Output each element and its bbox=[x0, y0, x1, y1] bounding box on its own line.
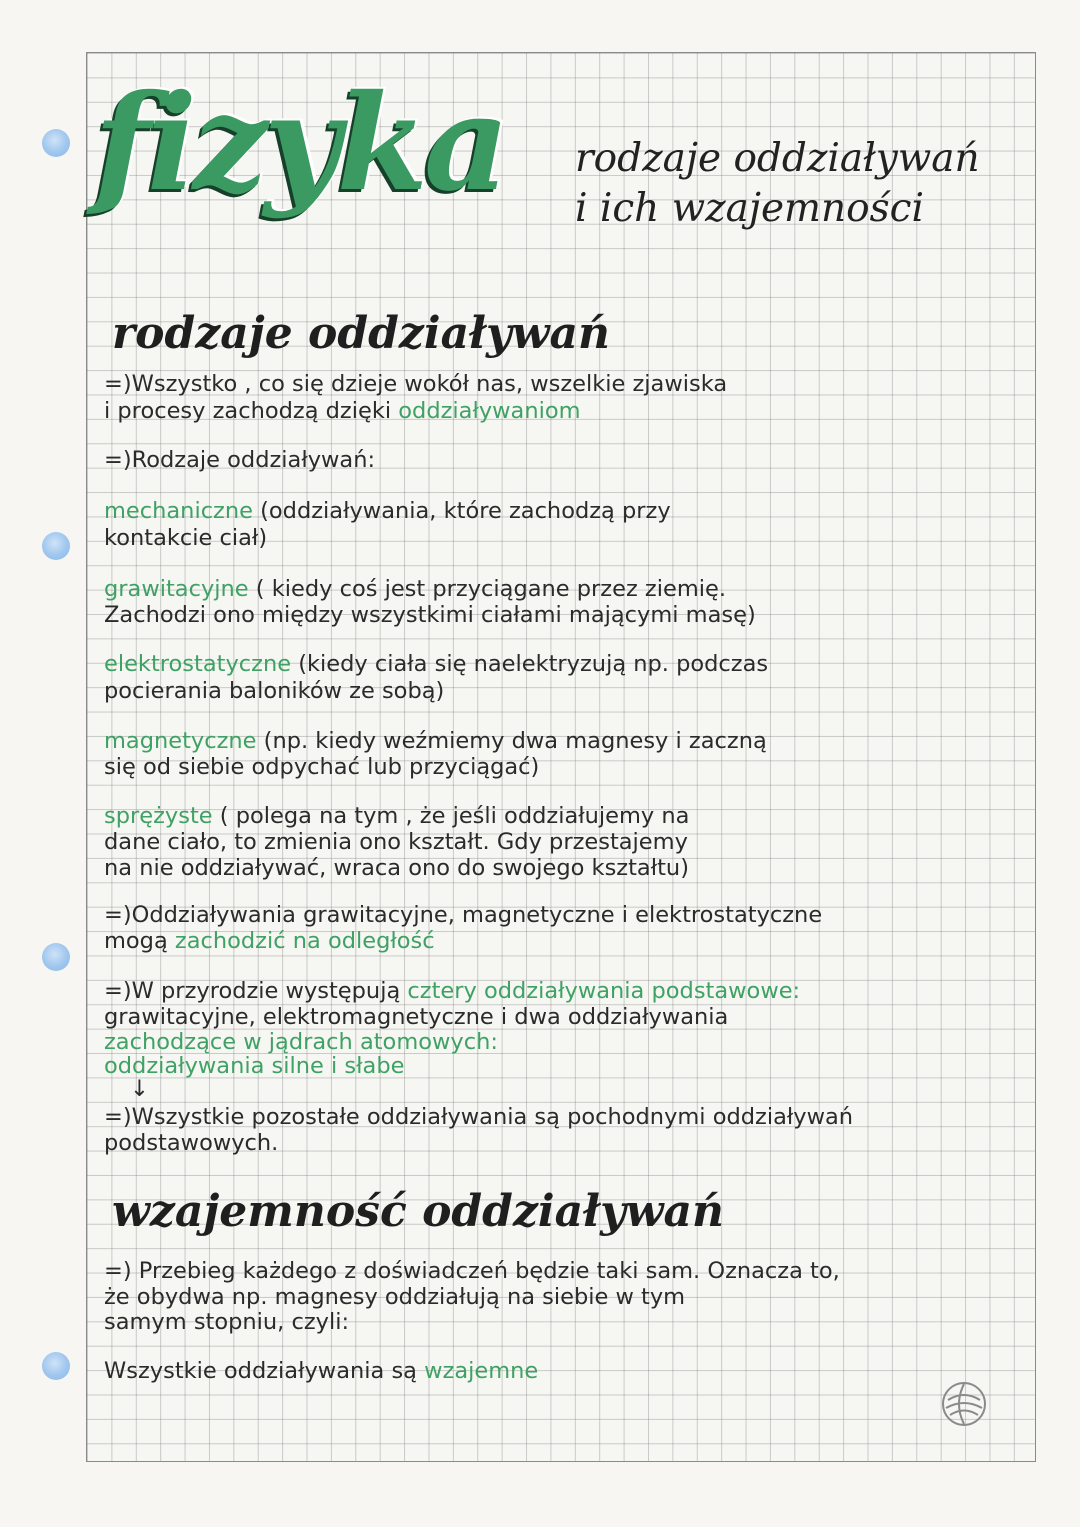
fundamental-line2: grawitacyjne, elektromagnetyczne i dwa oddziaływania bbox=[104, 1004, 729, 1030]
type-electrostatic-line1 bbox=[104, 653, 1024, 676]
punch-hole bbox=[42, 532, 70, 560]
type-desc: ( kiedy coś jest przyciągane przez ziemię. bbox=[248, 576, 726, 602]
type-name: elektrostatyczne bbox=[104, 651, 292, 677]
fundamental-text: =)W przyrodzie występują bbox=[104, 978, 408, 1004]
type-elastic-line2: dane ciało, to zmienia ono kształt. Gdy przestajemy bbox=[104, 829, 688, 855]
type-elastic-line3: na nie oddziaływać, wraca ono do swojego kształtu) bbox=[104, 855, 689, 881]
punch-hole bbox=[42, 129, 70, 157]
distance-line2 bbox=[104, 930, 1024, 953]
fundamental-highlight: cztery oddziaływania podstawowe: bbox=[407, 978, 801, 1004]
type-elastic-line1 bbox=[104, 805, 1024, 828]
type-name: magnetyczne bbox=[104, 728, 257, 754]
page-title: fizyka bbox=[94, 66, 506, 221]
type-magnetic-line1 bbox=[104, 730, 1024, 753]
intro-text: i procesy zachodzą dzięki bbox=[104, 398, 399, 424]
distance-line1: =)Oddziaływania grawitacyjne, magnetyczne i elektrostatyczne bbox=[104, 902, 823, 928]
fundamental-line1 bbox=[104, 980, 1024, 1003]
page-subtitle-line1: rodzaje oddziaływań bbox=[575, 136, 980, 181]
conclusion-line bbox=[104, 1360, 1024, 1383]
punch-hole bbox=[42, 943, 70, 971]
fundamental-line4: oddziaływania silne i słabe bbox=[104, 1053, 405, 1079]
type-desc: ( polega na tym , że jeśli oddziałujemy na bbox=[212, 803, 690, 829]
section-heading-mutual: wzajemność oddziaływań bbox=[112, 1186, 725, 1237]
fundamental-line3: zachodzące w jądrach atomowych: bbox=[104, 1029, 498, 1055]
type-name: mechaniczne bbox=[104, 498, 253, 524]
intro-line2 bbox=[104, 400, 1024, 423]
type-desc: (oddziaływania, które zachodzą przy bbox=[252, 498, 671, 524]
page-subtitle-line2: i ich wzajemności bbox=[575, 186, 924, 231]
mutual-line1: =) Przebieg każdego z doświadczeń będzie taki sam. Oznacza to, bbox=[104, 1258, 840, 1284]
type-name: grawitacyjne bbox=[104, 576, 249, 602]
mutual-line2: że obydwa np. magnesy oddziałują na siebie w tym bbox=[104, 1284, 686, 1310]
type-electrostatic-line2: pocierania baloników ze sobą) bbox=[104, 678, 445, 704]
conclusion-text: Wszystkie oddziaływania są bbox=[104, 1358, 425, 1384]
type-mechanical-line1 bbox=[104, 500, 1024, 523]
type-magnetic-line2: się od siebie odpychać lub przyciągać) bbox=[104, 754, 540, 780]
distance-text: mogą bbox=[104, 928, 175, 954]
type-desc: (np. kiedy weźmiemy dwa magnesy i zaczną bbox=[256, 728, 767, 754]
type-desc: (kiedy ciała się naelektryzują np. podczas bbox=[291, 651, 769, 677]
type-name: sprężyste bbox=[104, 803, 213, 829]
section-heading-types: rodzaje oddziaływań bbox=[112, 308, 610, 359]
distance-highlight: zachodzić na odległość bbox=[174, 928, 435, 954]
conclusion-highlight: wzajemne bbox=[424, 1358, 539, 1384]
mutual-line3: samym stopniu, czyli: bbox=[104, 1309, 350, 1335]
type-gravity-line1 bbox=[104, 578, 1024, 601]
intro-line1: =)Wszystko , co się dzieje wokół nas, wszelkie zjawiska bbox=[104, 371, 728, 397]
intro-highlight: oddziaływaniom bbox=[398, 398, 581, 424]
type-mechanical-line2: kontakcie ciał) bbox=[104, 525, 268, 551]
derived-line2: podstawowych. bbox=[104, 1130, 279, 1156]
derived-line1: =)Wszystkie pozostałe oddziaływania są pochodnymi oddziaływań bbox=[104, 1104, 854, 1130]
type-gravity-line2: Zachodzi ono między wszystkimi ciałami mającymi masę) bbox=[104, 602, 756, 628]
globe-logo-icon bbox=[940, 1380, 988, 1428]
types-label: =)Rodzaje oddziaływań: bbox=[104, 447, 376, 473]
down-arrow-icon: ↓ bbox=[130, 1076, 149, 1102]
punch-hole bbox=[42, 1352, 70, 1380]
